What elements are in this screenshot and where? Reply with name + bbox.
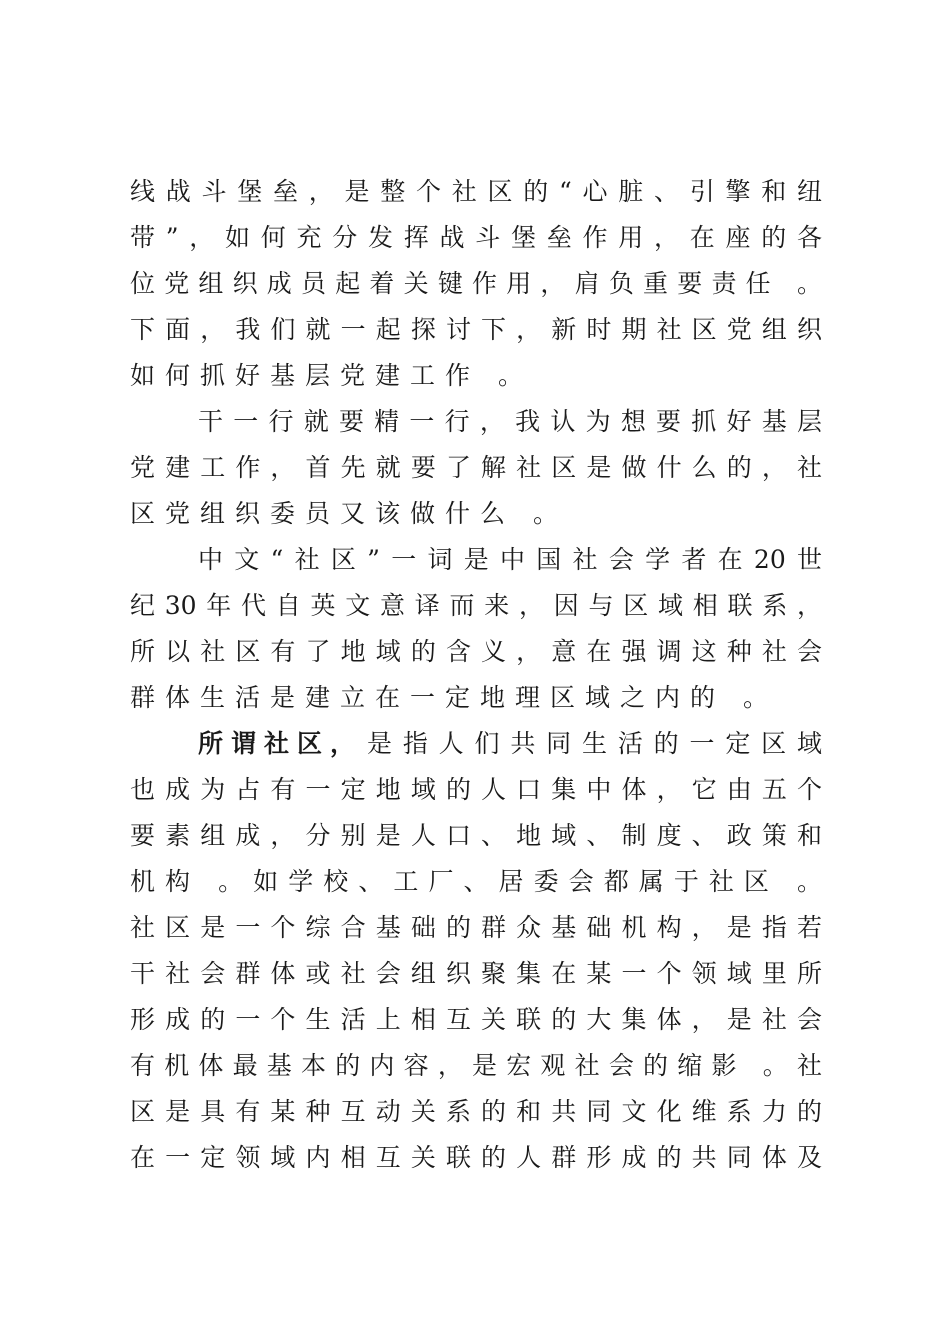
text-line: 在一定领域内相互关联的人群形成的共同体及 — [130, 1143, 822, 1172]
text-line: 要素组成，分别是人口、地域、制度、政策和 — [130, 821, 822, 850]
text-line: 中文“社区”一词是中国社会学者在20世 — [198, 545, 822, 574]
text-line: 纪30年代自英文意译而来，因与区域相联系， — [130, 591, 822, 620]
text-line: 所以社区有了地域的含义，意在强调这种社会 — [130, 637, 822, 666]
text-line: 干社会群体或社会组织聚集在某一个领域里所 — [130, 959, 822, 988]
text-line: 也成为占有一定地域的人口集中体，它由五个 — [130, 775, 822, 804]
text-line: 线战斗堡垒，是整个社区的“心脏、引擎和纽 — [130, 177, 822, 206]
text-line: 下面，我们就一起探讨下，新时期社区党组织 — [130, 315, 822, 344]
text-line: 群体生活是建立在一定地理区域之内的 。 — [130, 683, 778, 712]
text-line: 社区是一个综合基础的群众基础机构，是指若 — [130, 913, 822, 942]
text-line: 党建工作，首先就要了解社区是做什么的，社 — [130, 453, 822, 482]
text-line: 区是具有某种互动关系的和共同文化维系力的 — [130, 1097, 822, 1126]
text-line: 干一行就要精一行，我认为想要抓好基层 — [198, 407, 822, 436]
text-line: 形成的一个生活上相互关联的大集体，是社会 — [130, 1005, 822, 1034]
text-line-definition — [198, 724, 822, 764]
text-line: 区党组织委员又该做什么 。 — [130, 499, 568, 528]
text-segment: 是指人们共同生活的一定区域 — [367, 729, 822, 758]
text-line: 带”，如何充分发挥战斗堡垒作用，在座的各 — [130, 223, 822, 252]
bold-term: 所谓社区， — [198, 729, 364, 758]
text-line: 位党组织成员起着关键作用，肩负重要责任 。 — [130, 269, 822, 298]
text-line: 机构 。如学校、工厂、居委会都属于社区 。 — [130, 867, 822, 896]
text-line: 如何抓好基层党建工作 。 — [130, 361, 533, 390]
text-line: 有机体最基本的内容，是宏观社会的缩影 。社 — [130, 1051, 822, 1080]
